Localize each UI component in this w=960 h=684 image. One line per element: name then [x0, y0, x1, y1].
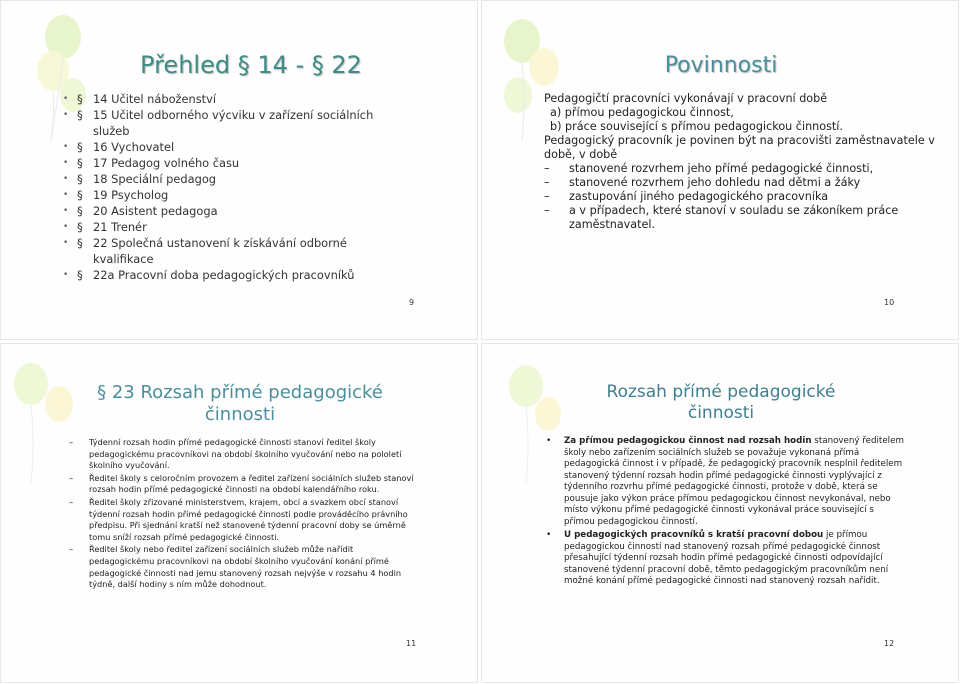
list-item: • § 20 Asistent pedagoga	[63, 204, 218, 218]
page-number: 11	[406, 639, 417, 648]
dash-icon: –	[69, 472, 74, 483]
list-item: • § 14 Učitel náboženství	[63, 92, 217, 106]
list-item: – a v případech, které stanoví v souladu se zákoníkem práce zaměstnavatel.	[544, 204, 899, 231]
list-item: – stanovené rozvrhem jeho přímé pedagogické činnosti,	[544, 162, 874, 175]
section-sign-icon: §	[77, 108, 83, 122]
bullet-icon: •	[63, 158, 69, 168]
slide-10	[481, 0, 959, 340]
slide-body	[69, 437, 419, 592]
list-item: • § 18 Speciální pedagog	[63, 172, 217, 186]
slide-title: Povinnosti	[664, 53, 778, 78]
bullet-icon: •	[546, 530, 552, 540]
slide-title: § 23 Rozsah přímé pedagogické činnosti	[97, 382, 383, 425]
list-item: – Týdenní rozsah hodin přímé pedagogické činnosti stanoví ředitel školy pedagogickému pracovníkovi na období školního vyučování nebo na pololetí školního vyučování.	[69, 437, 402, 471]
dash-icon: –	[544, 204, 550, 217]
list-item: • § 22 Společná ustanovení k získávání odborné kvalifikace	[63, 236, 347, 266]
bullet-icon: •	[63, 110, 69, 120]
slide-body	[544, 436, 904, 590]
section-sign-icon: §	[77, 220, 83, 234]
section-list	[63, 91, 393, 283]
list-item: – Ředitel školy zřizované ministerstvem, krajem, obcí a svazkem obcí stanoví týdenní rozsah hodin přímé pedagogické činnosti podle prováděcího právního předpisu. Při sjednání kratší než stanovené týdenní pracovní doby se úměrně tomu sníží rozsah přímé pedagogické činnosti.	[69, 496, 408, 542]
slide-12	[481, 343, 959, 683]
dash-icon: –	[69, 544, 74, 555]
section-sign-icon: §	[77, 236, 83, 250]
section-sign-icon: §	[77, 188, 83, 202]
dash-icon: –	[69, 437, 74, 447]
list-item: • § 15 Učitel odborného výcviku v zařízení sociálních služeb	[63, 108, 374, 138]
list-item: – Ředitel školy s celoročním provozem a ředitel zařízení sociálních služeb stanoví rozsah hodin přímé pedagogické činnosti na období kalendářního roku.	[69, 472, 414, 495]
dash-icon: –	[544, 162, 550, 175]
list-item: • § 21 Trenér	[63, 220, 147, 234]
section-sign-icon: §	[77, 156, 83, 170]
dash-icon: –	[544, 176, 550, 189]
paragraph: Pedagogičtí pracovníci vykonávají v pracovní době	[544, 92, 828, 105]
bullet-icon: •	[546, 436, 552, 446]
page-number: 12	[884, 639, 895, 648]
list-item: • § 22a Pracovní doba pedagogických pracovníků	[63, 268, 355, 282]
bullet-icon: •	[63, 238, 69, 248]
bullet-icon: •	[63, 174, 69, 184]
dash-icon: –	[544, 190, 550, 203]
section-sign-icon: §	[77, 172, 83, 186]
list-item: – zastupování jiného pedagogického pracovníka	[544, 190, 829, 203]
list-item: • § 19 Psycholog	[63, 188, 169, 202]
bullet-icon: •	[63, 206, 69, 216]
slide-title: Rozsah přímé pedagogické činnosti	[606, 382, 836, 423]
list-item: a) přímou pedagogickou činnost,	[550, 106, 734, 119]
section-sign-icon: §	[77, 268, 83, 282]
section-sign-icon: §	[77, 140, 83, 154]
paragraph: Pedagogický pracovník je povinen být na pracovišti zaměstnavatele v době, v době	[544, 134, 935, 161]
slide-9	[0, 0, 478, 340]
bullet-icon: •	[63, 270, 69, 280]
slide-body	[544, 92, 944, 232]
list-item: • U pedagogických pracovníků s kratší pracovní dobou je přímou pedagogickou činností nad stanovený rozsah přímé pedagogické činnost přesahující týdenní rozsah hodin přímé pedagogické činnosti odpovídající stanovené týdenní pracovní době, těmto pedagogickým pracovníkům není možné konání přímé pedagogické činnosti nad stanovený rozsah nařídit.	[546, 530, 889, 586]
page-number: 9	[409, 298, 415, 307]
dash-icon: –	[69, 496, 74, 507]
section-sign-icon: §	[77, 204, 83, 218]
list-item: • § 17 Pedagog volného času	[63, 156, 240, 170]
list-item: b) práce související s přímou pedagogickou činností.	[550, 120, 843, 133]
list-item: – stanovené rozvrhem jeho dohledu nad dětmi a žáky	[544, 176, 861, 189]
slide-11	[0, 343, 478, 683]
bullet-icon: •	[63, 142, 69, 152]
list-item: • § 16 Vychovatel	[63, 140, 175, 154]
list-item: – Ředitel školy nebo ředitel zařízení sociálních služeb může nařídit pedagogickému pracovníkovi na období školního vyučování konání přímé pedagogické činnosti nad jemu stanovený rozsah nejvýše v rozsahu 4 hodin týdně, další hodiny s ním může dohodnout.	[69, 544, 402, 590]
bullet-icon: •	[63, 222, 69, 232]
section-sign-icon: §	[77, 92, 83, 106]
bullet-icon: •	[63, 190, 69, 200]
list-item: • Za přímou pedagogickou činnost nad rozsah hodin stanovený ředitelem školy nebo zařízením sociálních služeb se považuje vykonaná přímá pedagogická činnost i v případě, že pedagogický pracovník nesplnil ředitelem stanovený týdenní rozsah hodin přímé pedagogické činnosti vyplývající z týdenního rozvrhu přímé pedagogické činnosti, protože v době, která se pousuje jako výkon práce přímou pedagogickou činnost nevykonával, nebo místo výkonu přímé pedagogické činnosti vykonával práce související s přímou pedagogickou činností.	[546, 436, 904, 527]
bullet-icon: •	[63, 94, 69, 104]
slide-title: Přehled § 14 - § 22	[140, 51, 362, 79]
page-number: 10	[884, 298, 895, 307]
